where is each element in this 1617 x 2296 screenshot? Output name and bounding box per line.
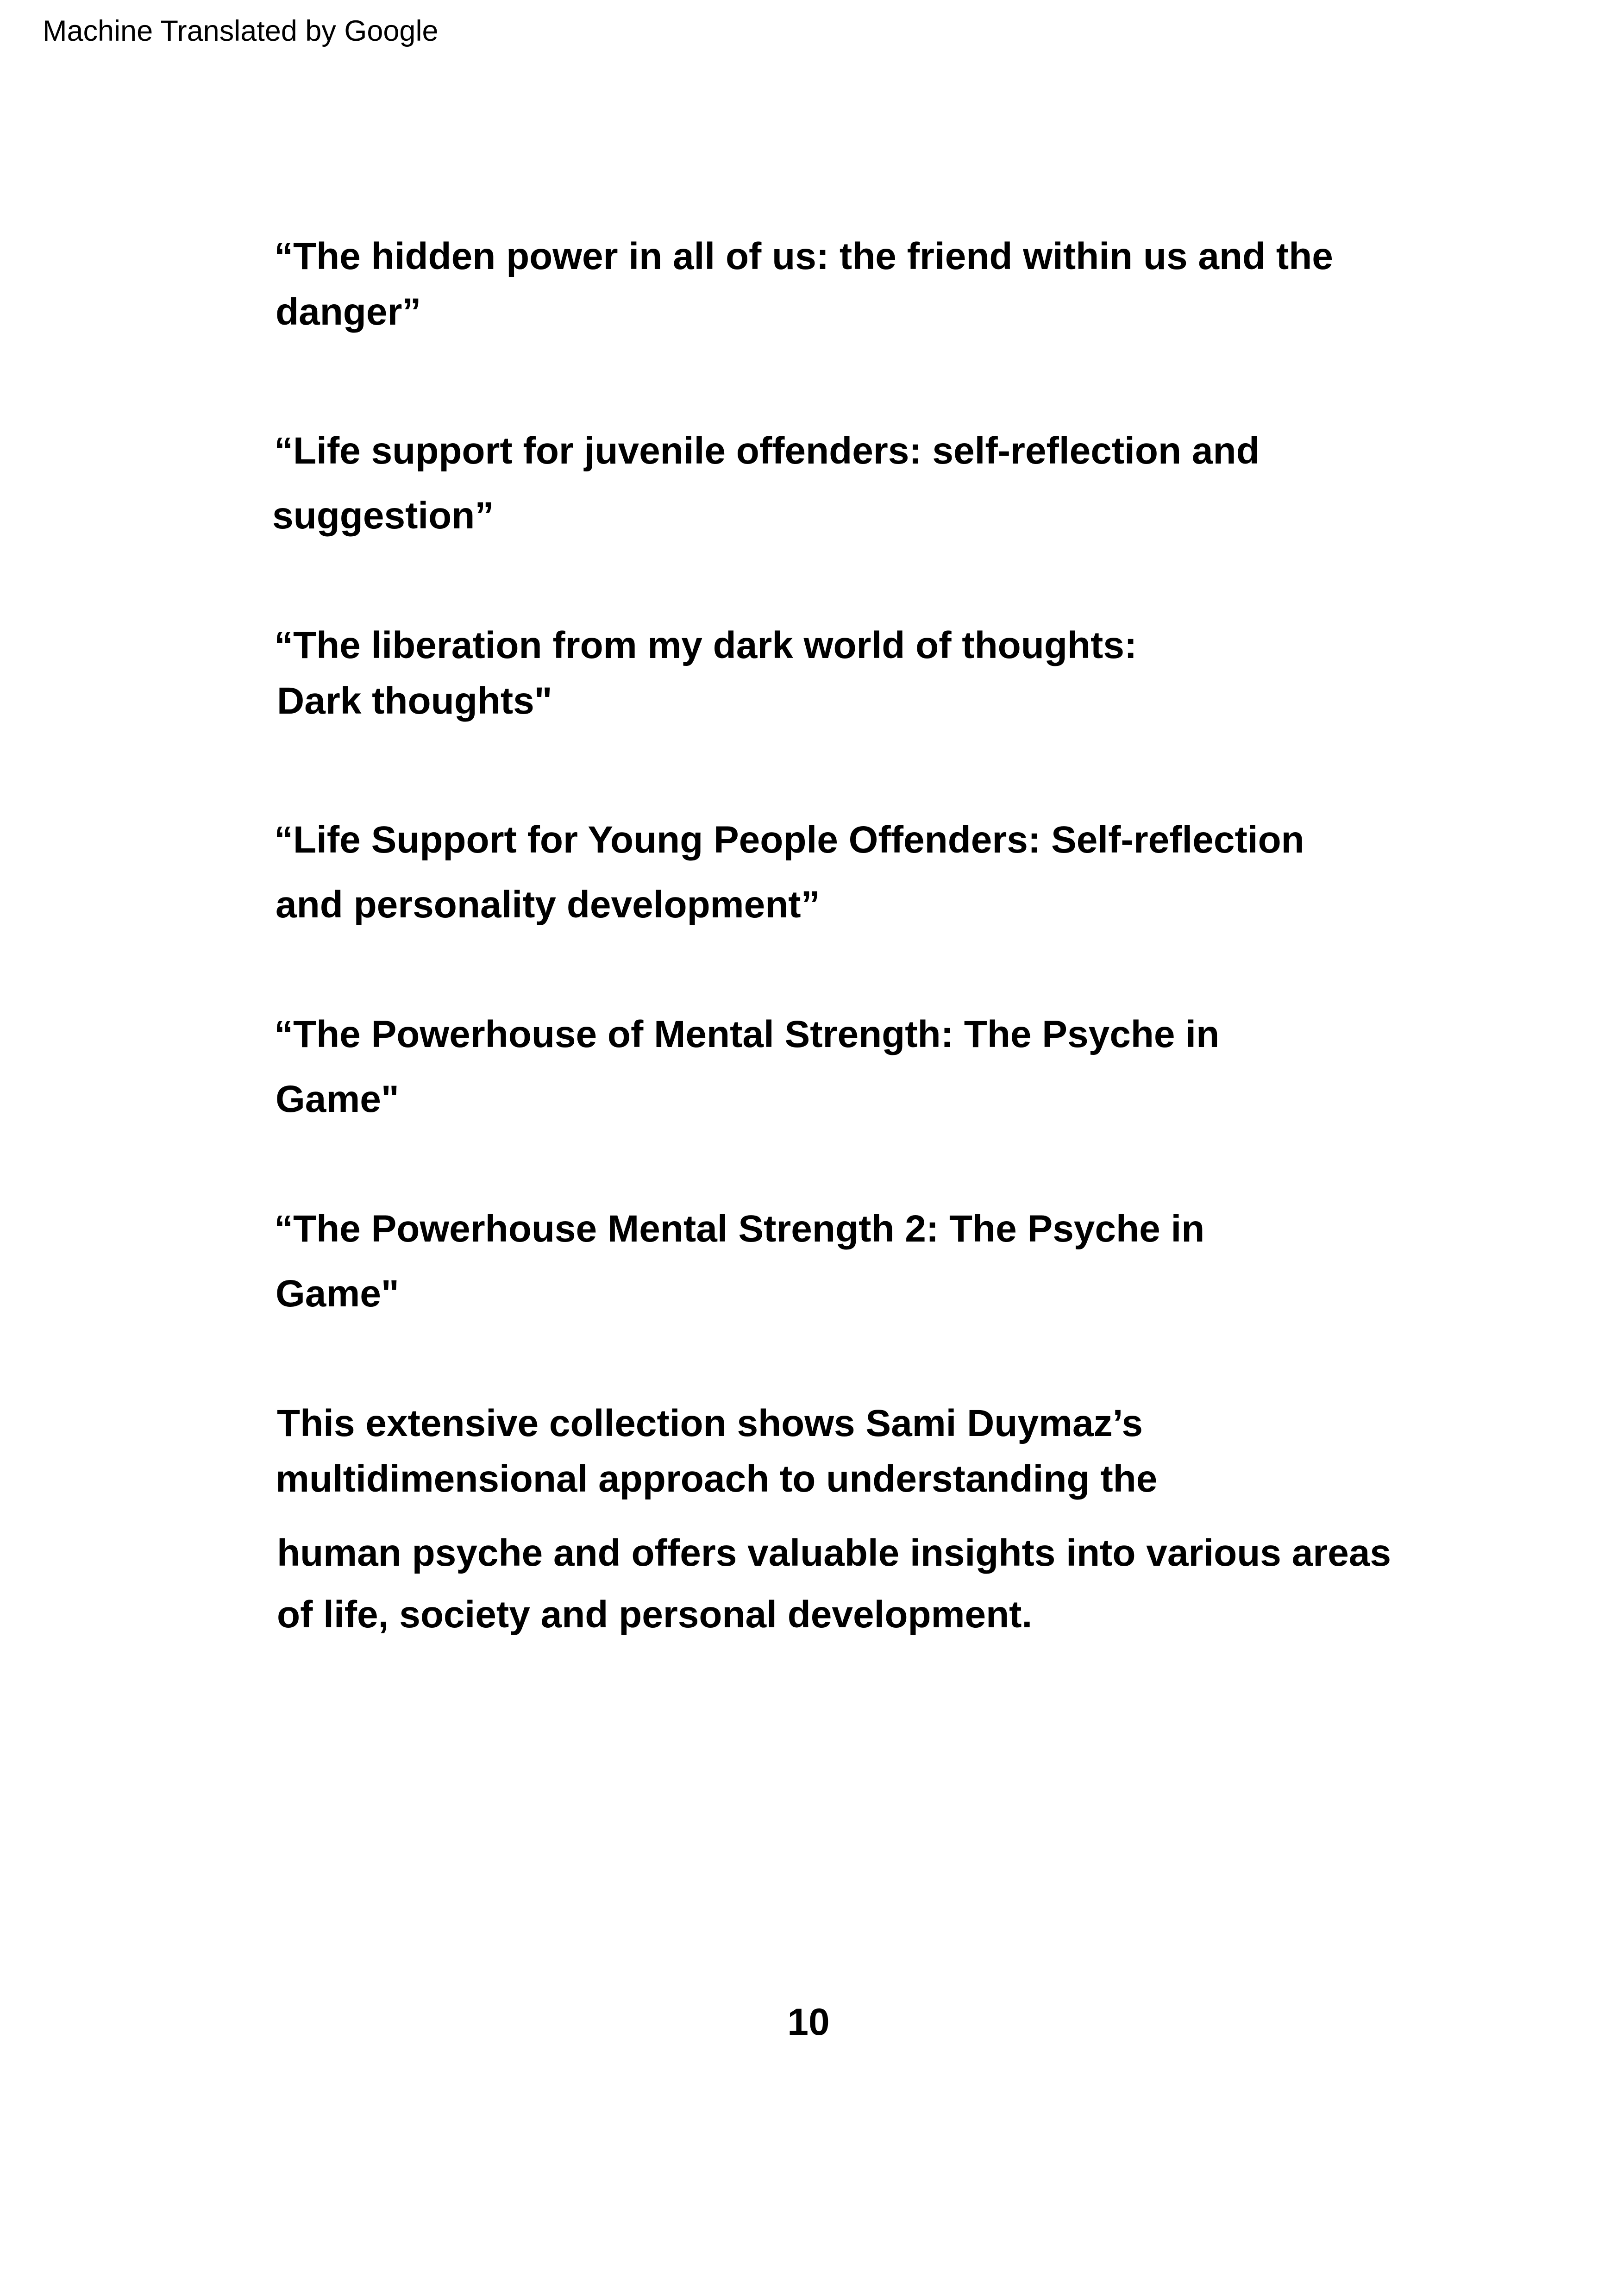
book-title-5-line-1: “The Powerhouse of Mental Strength: The Psyche in xyxy=(274,1013,1220,1055)
book-title-3-line-1: “The liberation from my dark world of thoughts: xyxy=(274,624,1137,666)
summary-line-3: human psyche and offers valuable insights into various areas xyxy=(277,1532,1391,1574)
page-number: 10 xyxy=(787,2001,830,2043)
book-title-3-line-2: Dark thoughts" xyxy=(277,680,552,722)
summary-line-2: multidimensional approach to understanding the xyxy=(276,1458,1158,1500)
book-title-6-line-1: “The Powerhouse Mental Strength 2: The Psyche in xyxy=(274,1208,1205,1250)
book-title-1-line-1: “The hidden power in all of us: the friend within us and the xyxy=(274,235,1333,277)
book-title-4-line-2: and personality development” xyxy=(276,884,820,926)
book-title-4-line-1: “Life Support for Young People Offenders: Self-reflection xyxy=(274,819,1304,861)
summary-line-4: of life, society and personal development. xyxy=(277,1593,1033,1636)
book-title-2-line-1: “Life support for juvenile offenders: self-reflection and xyxy=(274,430,1260,472)
book-title-1-line-2: danger” xyxy=(276,291,421,333)
book-title-2-line-2: suggestion” xyxy=(272,495,494,537)
book-title-5-line-2: Game" xyxy=(276,1078,399,1120)
book-title-6-line-2: Game" xyxy=(276,1273,399,1315)
machine-translation-watermark: Machine Translated by Google xyxy=(43,15,439,47)
summary-line-1: This extensive collection shows Sami Duymaz’s xyxy=(277,1402,1143,1444)
